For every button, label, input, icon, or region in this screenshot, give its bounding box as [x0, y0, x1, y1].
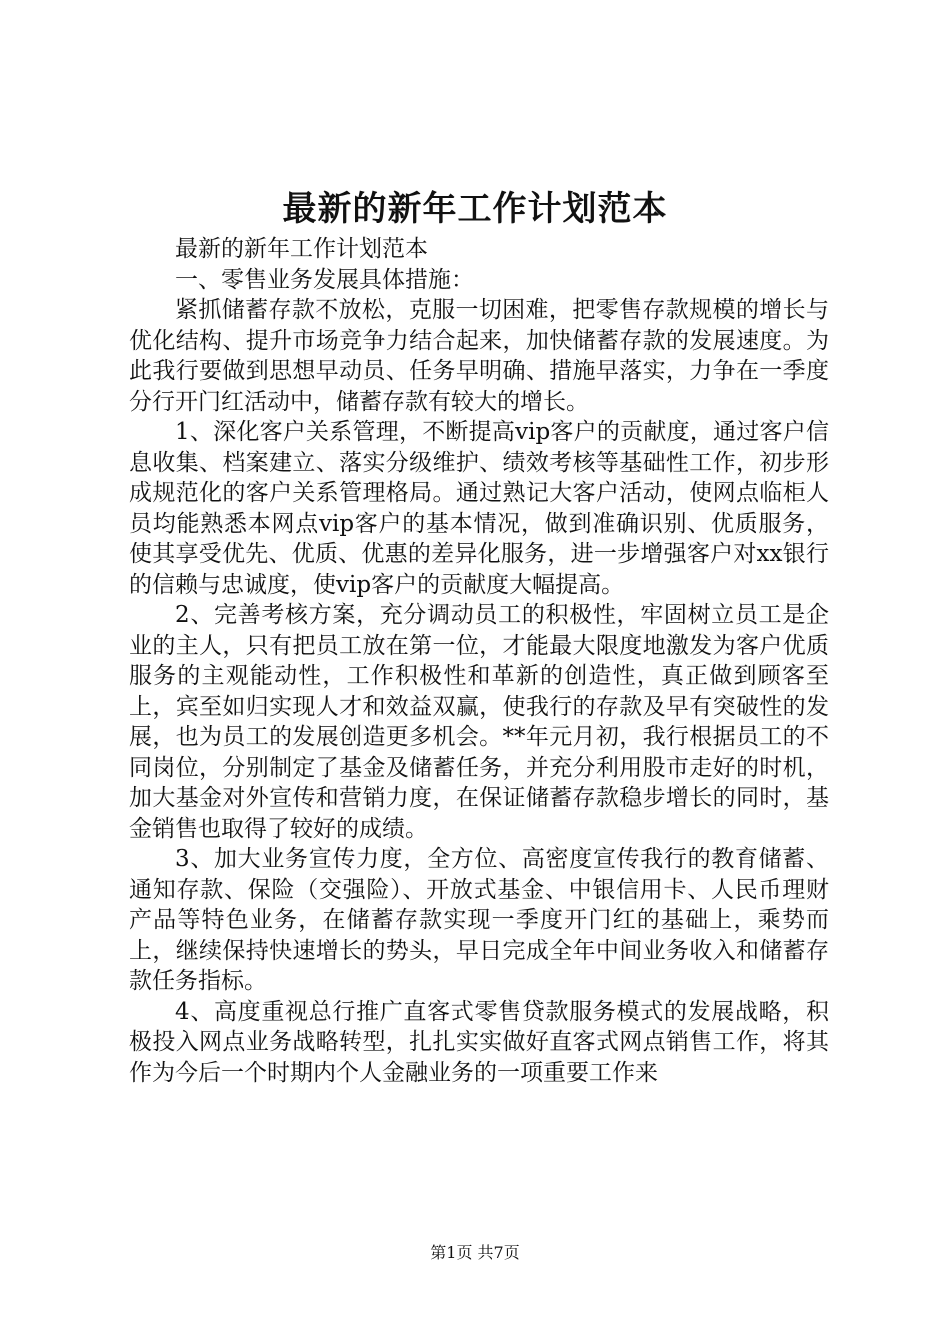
document-title: 最新的新年工作计划范本: [282, 189, 668, 229]
section-heading: 一、零售业务发展具体措施：: [175, 266, 474, 293]
intro-paragraph: 紧抓储蓄存款不放松，克服一切困难，把零售存款规模的增长与优化结构、提升市场竞争力结合起来，加快储蓄存款的发展速度。为此我行要做到思想早动员、任务早明确、措施早落实，力争在一季度分行开门红活动中，储蓄存款有较大的增长。: [129, 297, 829, 415]
item-4-paragraph: 4、高度重视总行推广直客式零售贷款服务模式的发展战略，积极投入网点业务战略转型，扎扎实实做好直客式网点销售工作，将其作为今后一个时期内个人金融业务的一项重要工作来: [129, 998, 829, 1086]
item-2-paragraph: 2、完善考核方案，充分调动员工的积极性，牢固树立员工是企业的主人，只有把员工放在第一位，才能最大限度地激发为客户优质服务的主观能动性，工作积极性和革新的创造性，真正做到顾客至上，宾至如归实现人才和效益双赢，使我行的存款及早有突破性的发展，也为员工的发展创造更多机会。**年元月初，我行根据员工的不同岗位，分别制定了基金及储蓄任务，并充分利用股市走好的时机，加大基金对外宣传和营销力度，在保证储蓄存款稳步增长的同时，基金销售也取得了较好的成绩。: [129, 602, 829, 842]
document-body: [129, 234, 829, 1088]
subtitle-paragraph: 最新的新年工作计划范本: [175, 236, 428, 262]
item-3-paragraph: 3、加大业务宣传力度，全方位、高密度宣传我行的教育储蓄、通知存款、保险（交强险）、开放式基金、中银信用卡、人民币理财产品等特色业务，在储蓄存款实现一季度开门红的基础上，乘势而上，继续保持快速增长的势头，早日完成全年中间业务收入和储蓄存款任务指标。: [129, 846, 829, 994]
item-1-paragraph: 1、深化客户关系管理，不断提高vip客户的贡献度，通过客户信息收集、档案建立、落实分级维护、绩效考核等基础性工作，初步形成规范化的客户关系管理格局。通过熟记大客户活动，使网点临柜人员均能熟悉本网点vip客户的基本情况，做到准确识别、优质服务，使其享受优先、优质、优惠的差异化服务，进一步增强客户对xx银行的信赖与忠诚度，使vip客户的贡献度大幅提高。: [129, 419, 829, 598]
page-footer: 第1页 共7页: [430, 1243, 520, 1262]
